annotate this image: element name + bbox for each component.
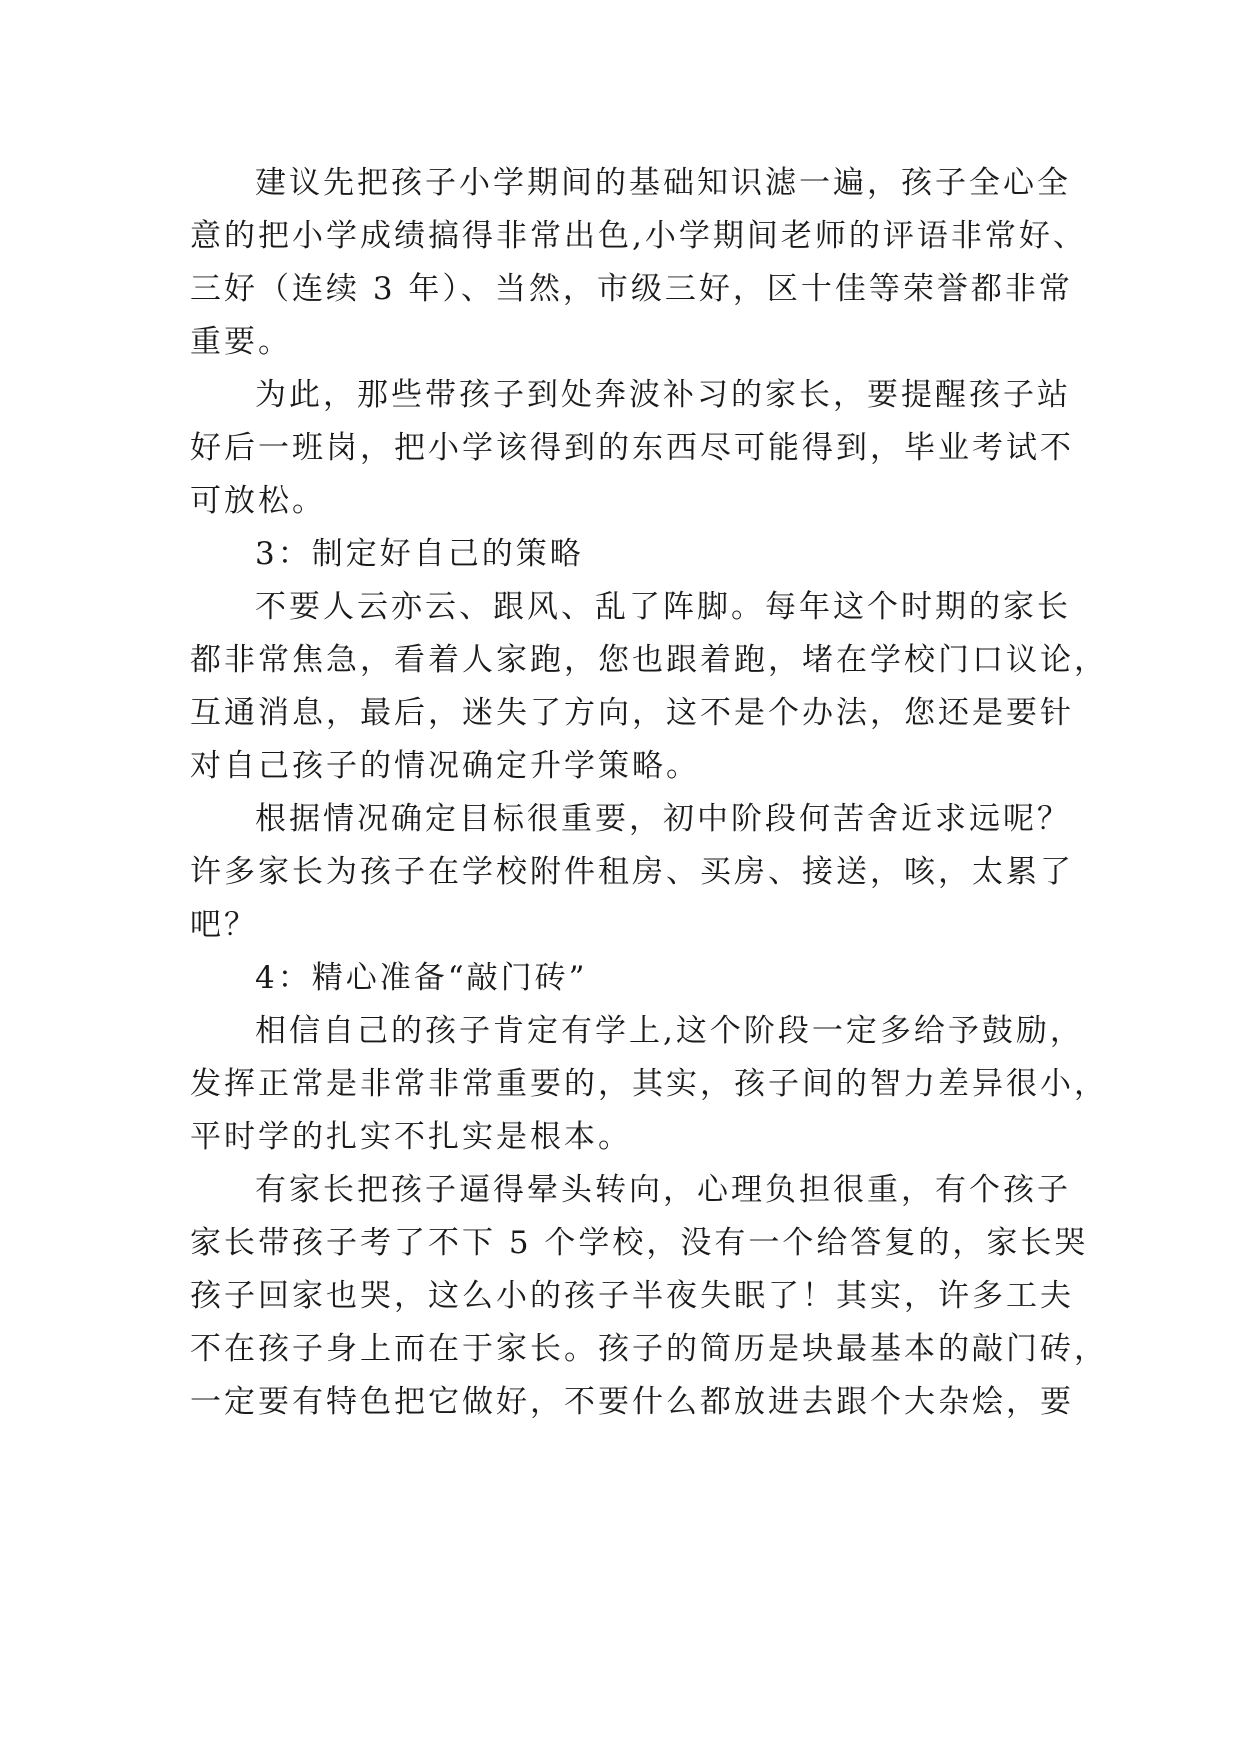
section-heading: 4：精心准备“敲门砖” [255, 960, 588, 996]
paragraph-line: 可放松。 [190, 483, 326, 519]
paragraph-line: 家长带孩子考了不下 5 个学校，没有一个给答复的，家长哭 [190, 1225, 1089, 1261]
paragraph-line: 一定要有特色把它做好，不要什么都放进去跟个大杂烩，要 [190, 1384, 1074, 1420]
paragraph-line: 互通消息，最后，迷失了方向，这不是个办法，您还是要针 [190, 695, 1074, 731]
paragraph-line: 意的把小学成绩搞得非常出色,小学期间老师的评语非常好、 [190, 218, 1087, 254]
paragraph-line: 发挥正常是非常非常重要的，其实，孩子间的智力差异很小， [190, 1066, 1108, 1102]
paragraph-line: 三好（连续 3 年）、当然，市级三好，区十佳等荣誉都非常 [190, 271, 1073, 307]
paragraph-line: 不在孩子身上而在于家长。孩子的简历是块最基本的敲门砖， [190, 1331, 1108, 1367]
paragraph-line: 平时学的扎实不扎实是根本。 [190, 1119, 632, 1155]
paragraph-line: 对自己孩子的情况确定升学策略。 [190, 748, 700, 784]
paragraph-line: 孩子回家也哭，这么小的孩子半夜失眠了！其实，许多工夫 [190, 1278, 1074, 1314]
paragraph-line: 吧？ [190, 907, 258, 943]
paragraph-line: 建议先把孩子小学期间的基础知识滤一遍，孩子全心全 [255, 165, 1071, 201]
paragraph-line: 有家长把孩子逼得晕头转向，心理负担很重，有个孩子 [255, 1172, 1071, 1208]
section-heading: 3：制定好自己的策略 [255, 536, 584, 572]
paragraph-line: 不要人云亦云、跟风、乱了阵脚。每年这个时期的家长 [255, 589, 1071, 625]
paragraph-line: 都非常焦急，看着人家跑，您也跟着跑，堵在学校门口议论， [190, 642, 1108, 678]
paragraph-line: 好后一班岗，把小学该得到的东西尽可能得到，毕业考试不 [190, 430, 1074, 466]
paragraph-line: 许多家长为孩子在学校附件租房、买房、接送，咳，太累了 [190, 854, 1074, 890]
paragraph-line: 根据情况确定目标很重要，初中阶段何苦舍近求远呢？ [255, 801, 1071, 837]
paragraph-line: 为此，那些带孩子到处奔波补习的家长，要提醒孩子站 [255, 377, 1071, 413]
paragraph-line: 重要。 [190, 324, 292, 360]
paragraph-line: 相信自己的孩子肯定有学上,这个阶段一定多给予鼓励， [255, 1013, 1084, 1049]
